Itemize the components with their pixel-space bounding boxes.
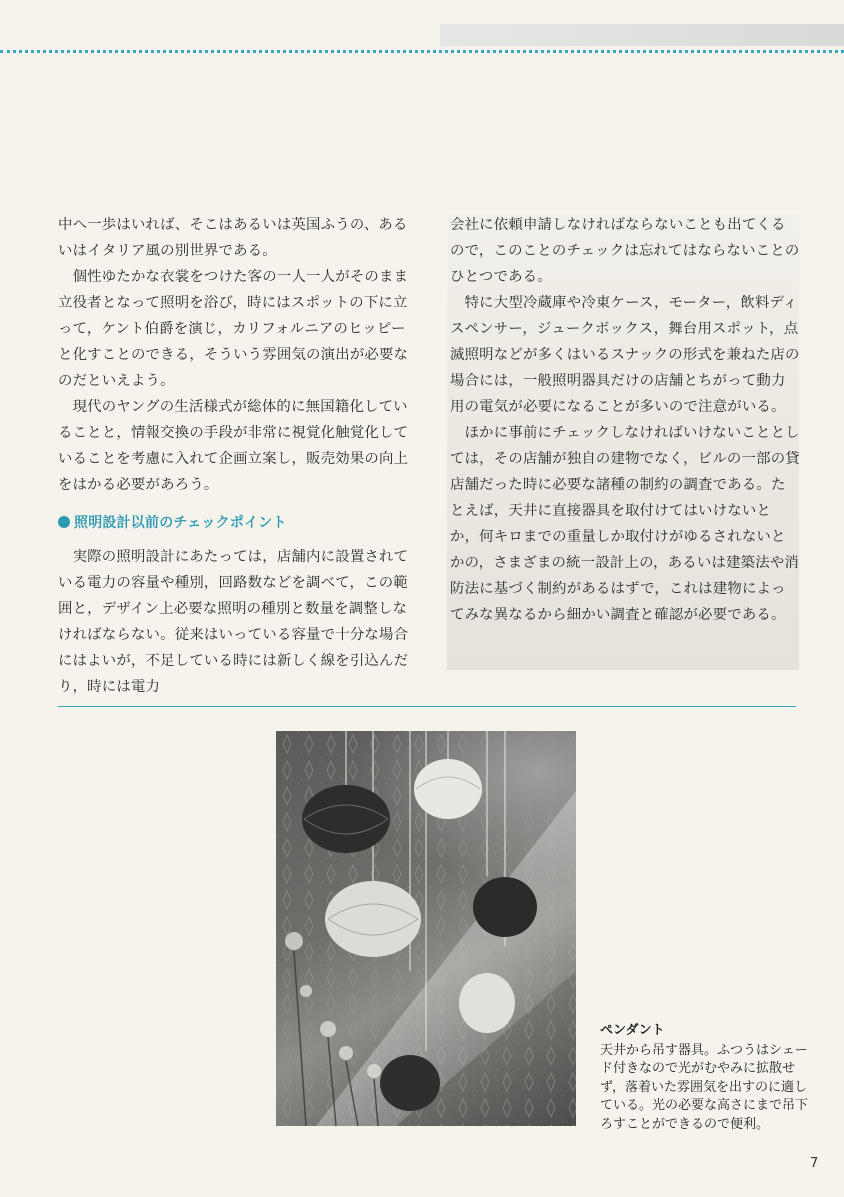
top-header-band (440, 24, 844, 46)
white-lamp-1 (414, 759, 482, 819)
caption-text: 天井から吊す器具。ふつうはシェード付きなので光がむやみに拡散せず，落着いた雰囲気を出すのに適している。光の必要な高さにまで吊下ろすことができるので便利。 (600, 1042, 809, 1132)
dark-lamp-2 (473, 877, 537, 937)
left-paragraph-4: 実際の照明設計にあたっては，店舗内に設置されている電力の容量や種別，回路数などを調べて，この範囲と，デザイン上必要な照明の種別と数量を調整しなければならない。従来はいっている容量で十分な場合にはよいが，不足している時には新しく線を引込んだり，時には電力 (58, 549, 409, 695)
bullet-dot-icon (58, 516, 70, 528)
left-text-column (58, 212, 416, 700)
left-paragraph-3: 現代のヤングの生活様式が総体的に無国籍化していることと，情報交換の手段が非常に視覚化触覚化していることを考慮に入れて企画立案し，販売効果の向上をはかる必要があろう。 (58, 399, 409, 493)
dark-lamp-1 (302, 785, 390, 853)
left-paragraph-1: 中へ一歩はいれば、そこはあるいは英国ふうの、あるいはイタリア風の別世界である。 (58, 217, 408, 259)
caption-title: ペンダント (600, 1023, 665, 1038)
photo-caption (600, 1022, 810, 1134)
pendant-lamps-illustration (276, 731, 576, 1126)
right-paragraph-3: ほかに事前にチェックしなければいけないこととしては，その店舗が独自の建物でなく，ビルの一部の貸店舗だった時に必要な諸種の制約の調査である。たとえば，天井に直接器具を取付けてはいけないとか，何キロまでの重量しか取付けがゆるされないとかの，さまざまの統一設計上の，あるいは建築法や消防法に基づく制約があるはずで，これは建物によってみな異なるから細かい調査と確認が必要である。 (450, 425, 800, 623)
dark-lamp-3 (380, 1055, 440, 1111)
section-heading-text: 照明設計以前のチェックポイント (74, 515, 287, 531)
section-heading (58, 512, 416, 534)
white-lamp-2 (325, 881, 421, 957)
section-divider (58, 706, 796, 707)
right-paragraph-2: 特に大型冷蔵庫や冷東ケース，モーター，飲料ディスペンサー，ジュークボックス，舞台用スポット，点滅照明などが多くはいるスナックの形式を兼ねた店の場合には，一般照明器具だけの店舗とちがって動力用の電気が必要になることが多いので注意がいる。 (450, 295, 800, 415)
page-number: 7 (810, 1156, 819, 1171)
right-text-column (450, 212, 800, 628)
top-dotted-rule (0, 50, 844, 53)
left-paragraph-2: 個性ゆたかな衣裳をつけた客の一人一人がそのまま立役者となって照明を浴び，時にはスポットの下に立って，ケント伯爵を演じ，カリフォルニアのヒッピーと化すことのできる，そういう雰囲気の演出が必要なのだといえよう。 (58, 269, 409, 389)
right-paragraph-1: 会社に依頼申請しなければならないことも出てくるので，このことのチェックは忘れてはならないことのひとつである。 (450, 217, 800, 285)
pendant-lamps-photo (276, 731, 576, 1126)
white-lamp-3 (459, 973, 515, 1033)
